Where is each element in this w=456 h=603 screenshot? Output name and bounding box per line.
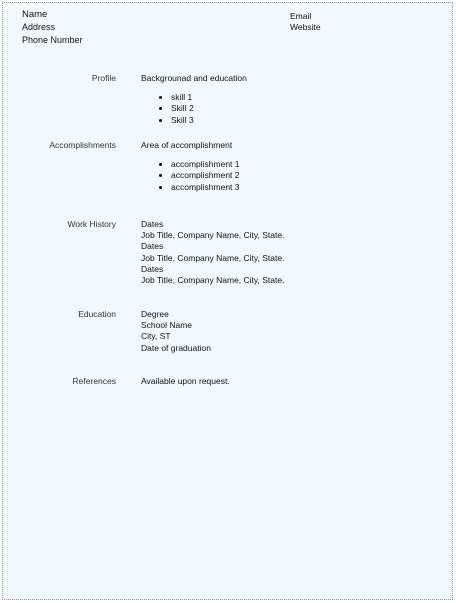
school-location-text: City, ST xyxy=(141,331,171,342)
work-job-line: Job Title, Company Name, City, State. xyxy=(141,230,285,241)
list-item: • Skill 2 xyxy=(171,103,247,114)
name-text: Name xyxy=(22,9,48,20)
phone-text: Phone Number xyxy=(22,35,83,45)
graduation-date-text: Date of graduation xyxy=(141,342,211,353)
resume-page xyxy=(2,2,453,600)
list-item: • Skill 3 xyxy=(171,115,247,126)
work-history-label: Work History xyxy=(67,219,116,229)
accomplishments-list xyxy=(141,159,240,193)
skills-list xyxy=(141,92,247,126)
work-job-line: Job Title, Company Name, City, State. xyxy=(141,275,285,286)
references-content xyxy=(141,376,230,387)
work-dates: Dates xyxy=(141,241,164,252)
work-dates: Dates xyxy=(141,219,164,229)
accomplishments-heading: Area of accomplishment xyxy=(141,140,233,150)
profile-heading: Backgrounad and education xyxy=(141,73,247,83)
list-item: • accomplishment 2 xyxy=(171,170,240,181)
work-history-content xyxy=(141,219,284,286)
list-item: • accomplishment 3 xyxy=(171,182,240,193)
email-text: Email xyxy=(290,11,312,21)
references-label: References xyxy=(72,376,116,386)
work-dates: Dates xyxy=(141,263,164,274)
list-item: • accomplishment 1 xyxy=(171,159,240,170)
school-name-text: School Name xyxy=(141,320,193,331)
profile-label: Profile xyxy=(91,73,116,83)
website-text: Website xyxy=(290,22,321,32)
list-item: • skill 1 xyxy=(171,92,247,103)
education-content xyxy=(141,309,211,354)
references-text: Available upon request. xyxy=(141,376,230,386)
degree-text: Degree xyxy=(141,309,169,319)
profile-content xyxy=(141,73,247,126)
accomplishments-label: Accomplishments xyxy=(49,140,116,150)
work-job-line: Job Title, Company Name, City, State. xyxy=(141,252,285,263)
accomplishments-content xyxy=(141,140,240,193)
education-label: Education xyxy=(78,309,116,319)
contact-block-right xyxy=(290,11,321,33)
address-text: Address xyxy=(22,22,56,32)
contact-block-left xyxy=(22,8,83,47)
